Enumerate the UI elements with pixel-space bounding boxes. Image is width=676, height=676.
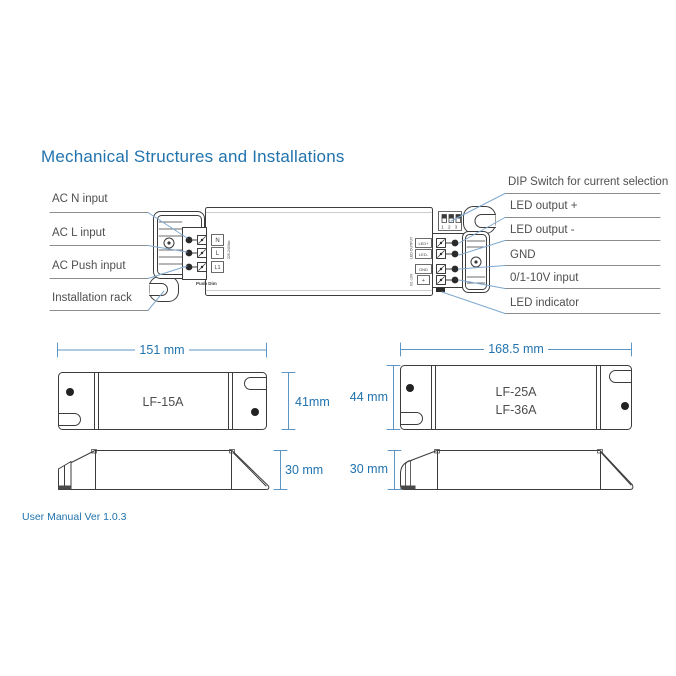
manual-version-text: User Manual Ver 1.0.3 [22,511,127,523]
driver-body [206,208,433,296]
screw-dot-icon [251,408,259,416]
dimension-height-lf25a: 44 mm [349,390,388,404]
gnd-label: GND [419,267,428,272]
installation-rack-hook-left [150,277,179,302]
dimension-height-lf15a: 41mm [295,395,330,409]
callout-ac-n-input: AC N input [52,193,108,205]
dip-numbers-label: 1 2 3 [441,224,459,230]
screw-dot-icon [66,388,74,396]
output-terminal-block [433,234,464,293]
ac-input-terminal-block [183,228,207,280]
depth-dimension-30b [388,451,401,490]
height-dimension-44 [387,366,400,430]
terminal-l1-label: L1 [214,265,221,271]
dimension-depth-lf25a: 30 mm [349,462,388,476]
led-plus-label: LED+ [418,241,429,246]
led-minus-label: LED- [418,252,429,257]
callout-installation-rack: Installation rack [52,292,132,304]
callout-gnd: GND [510,249,536,261]
height-dimension-41 [282,373,295,430]
plus-label: + [422,278,425,284]
callout-ac-l-input: AC L input [52,227,106,239]
dimension-depth-lf15a: 30 mm [285,463,324,477]
callout-led-indicator: LED indicator [510,297,580,309]
callout-ac-push-input: AC Push input [52,260,126,272]
model-label-lf15a: LF-15A [142,395,184,409]
model-label-lf36a: LF-36A [495,403,537,417]
screw-dot-icon [621,402,629,410]
terminal-n-label: N [215,238,220,244]
screw-dot-icon [406,384,414,392]
callout-dip-switch: DIP Switch for current selection [508,176,669,188]
input-rating-label: 220-240Vac [227,240,231,259]
page-title: Mechanical Structures and Installations [41,147,345,166]
callout-led-output-plus: LED output + [510,200,578,212]
lf15a-side-view [59,450,288,490]
lf25a-side-view [388,450,633,490]
callout-led-output-minus: LED output - [510,224,575,236]
push-dim-note: Push Dim [196,281,217,286]
dimension-width-lf25a: 168.5 mm [466,342,566,356]
dip-switch [439,212,462,231]
dim-input-vertical-label: 0/1-10V [409,273,414,286]
callout-0-1-10v-input: 0/1-10V input [510,272,579,284]
terminal-l-label: L [215,251,220,257]
led-indicator-mark [436,288,445,293]
dimension-width-lf15a: 151 mm [112,343,212,357]
installation-rack-hook-right [464,207,496,234]
model-label-lf25a: LF-25A [495,385,537,399]
led-output-vertical-label: LED OUTPUT [409,236,414,259]
